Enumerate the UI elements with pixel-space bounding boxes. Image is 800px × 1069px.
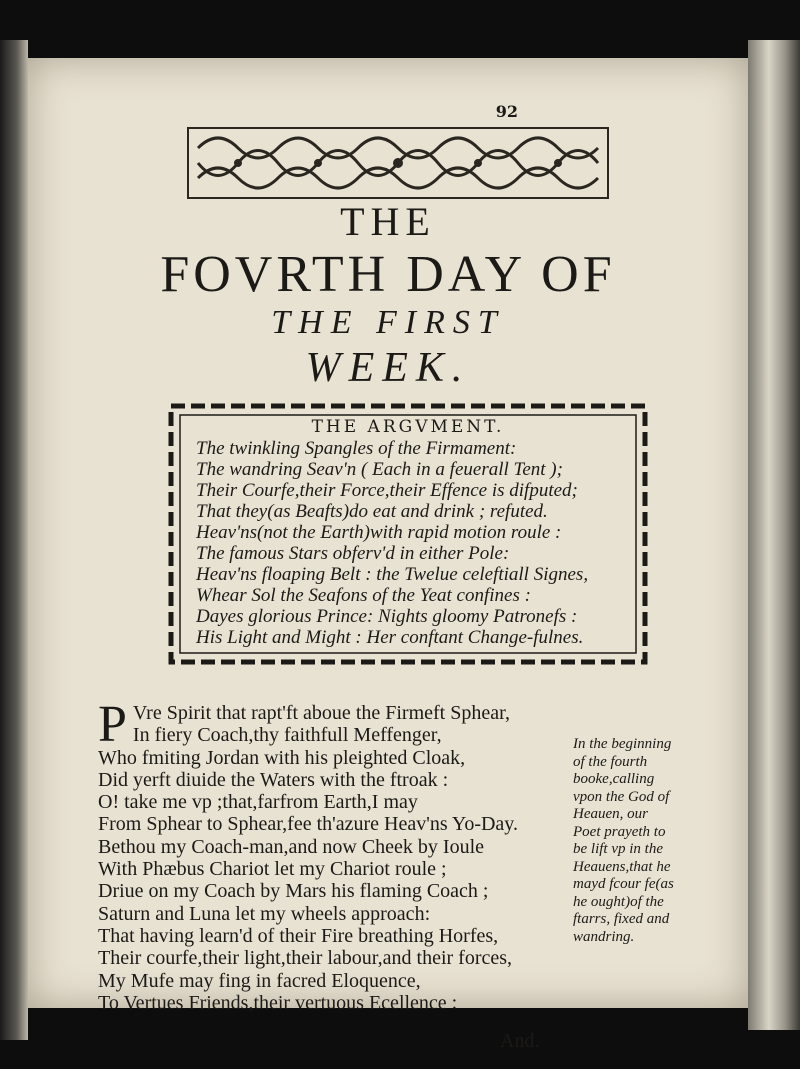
drop-cap: P <box>98 696 127 753</box>
note-line: he ought)of the <box>573 893 664 910</box>
catchword: And. <box>500 1030 540 1052</box>
argument-box <box>168 403 648 665</box>
marginal-note <box>573 736 733 946</box>
argument-line: The twinkling Spangles of the Firmament: <box>196 438 517 459</box>
right-page-edge <box>748 40 800 1030</box>
poem-line: To Vertues Friends,their vertuous Ecellence : <box>98 991 458 1014</box>
poem <box>98 696 558 1014</box>
poem-line: With Phæbus Chariot let my Chariot roule ; <box>98 858 447 881</box>
note-line: In the beginning <box>573 736 672 752</box>
poem-line: In fiery Coach,thy faithfull Meffenger, <box>132 724 442 747</box>
note-line: of the fourth <box>573 753 648 770</box>
poem-line: Did yerft diuide the Waters with the ftroak : <box>98 768 449 791</box>
ornamental-headpiece <box>188 128 608 198</box>
poem-line: Driue on my Coach by Mars his flaming Coach ; <box>98 880 489 903</box>
poem-line: Their courfe,their light,their labour,and their forces, <box>98 947 513 970</box>
page-number: 92 <box>495 102 518 121</box>
argument-line: The famous Stars obferv'd in either Pole: <box>196 543 510 564</box>
argument-line: The wandring Seav'n ( Each in a feuerall Tent ); <box>196 459 563 480</box>
note-line: mayd fcour fe(as <box>573 876 674 892</box>
left-page-edge <box>0 40 28 1040</box>
title-first: THE FIRST <box>271 304 505 341</box>
poem-line: Bethou my Coach-man,and now Cheek by Ioule <box>98 835 485 858</box>
argument-line: Their Courfe,their Force,their Effence is difputed; <box>196 480 578 501</box>
poem-line: From Sphear to Sphear,fee th'azure Heav'ns Yo-Day. <box>98 813 518 836</box>
argument-line: That they(as Beafts)do eat and drink ; refuted. <box>196 501 548 522</box>
title-week: WEEK. <box>305 345 471 391</box>
argument-line: Heav'ns(not the Earth)with rapid motion roule : <box>196 522 562 543</box>
title-the: THE <box>340 199 436 244</box>
argument-line: Whear Sol the Seafons of the Yeat confines : <box>196 585 531 606</box>
note-line: ftarrs, fixed and <box>573 911 670 927</box>
poem-line: Vre Spirit that rapt'ft aboue the Firmeft Sphear, <box>132 702 510 724</box>
poem-line: That having learn'd of their Fire breathing Horfes, <box>98 924 499 947</box>
book-page <box>28 58 748 1052</box>
poem-line: My Mufe may fing in facred Eloquence, <box>98 969 421 992</box>
argument-line: Dayes glorious Prince: Nights gloomy Patronefs : <box>196 606 578 627</box>
note-line: vpon the God of <box>573 788 670 805</box>
note-line: Poet prayeth to <box>573 823 666 840</box>
poem-line: Who fmiting Jordan with his pleighted Cloak, <box>98 746 466 769</box>
note-line: booke,calling <box>573 771 655 787</box>
note-line: Heauen, our <box>573 806 648 822</box>
poem-line: O! take me vp ;that,farfrom Earth,I may <box>98 791 418 814</box>
poem-line: Saturn and Luna let my wheels approach: <box>98 902 431 925</box>
note-line: be lift vp in the <box>573 841 663 857</box>
argument-line: Heav'ns floaping Belt : the Twelue celeftiall Signes, <box>196 564 589 585</box>
note-line: wandring. <box>573 928 635 945</box>
argument-heading: THE ARGVMENT. <box>311 417 505 437</box>
note-line: Heauens,that he <box>573 858 671 875</box>
argument-line: His Light and Might : Her conftant Change-fulnes. <box>196 627 584 648</box>
title-main: FOVRTH DAY OF <box>160 246 616 303</box>
